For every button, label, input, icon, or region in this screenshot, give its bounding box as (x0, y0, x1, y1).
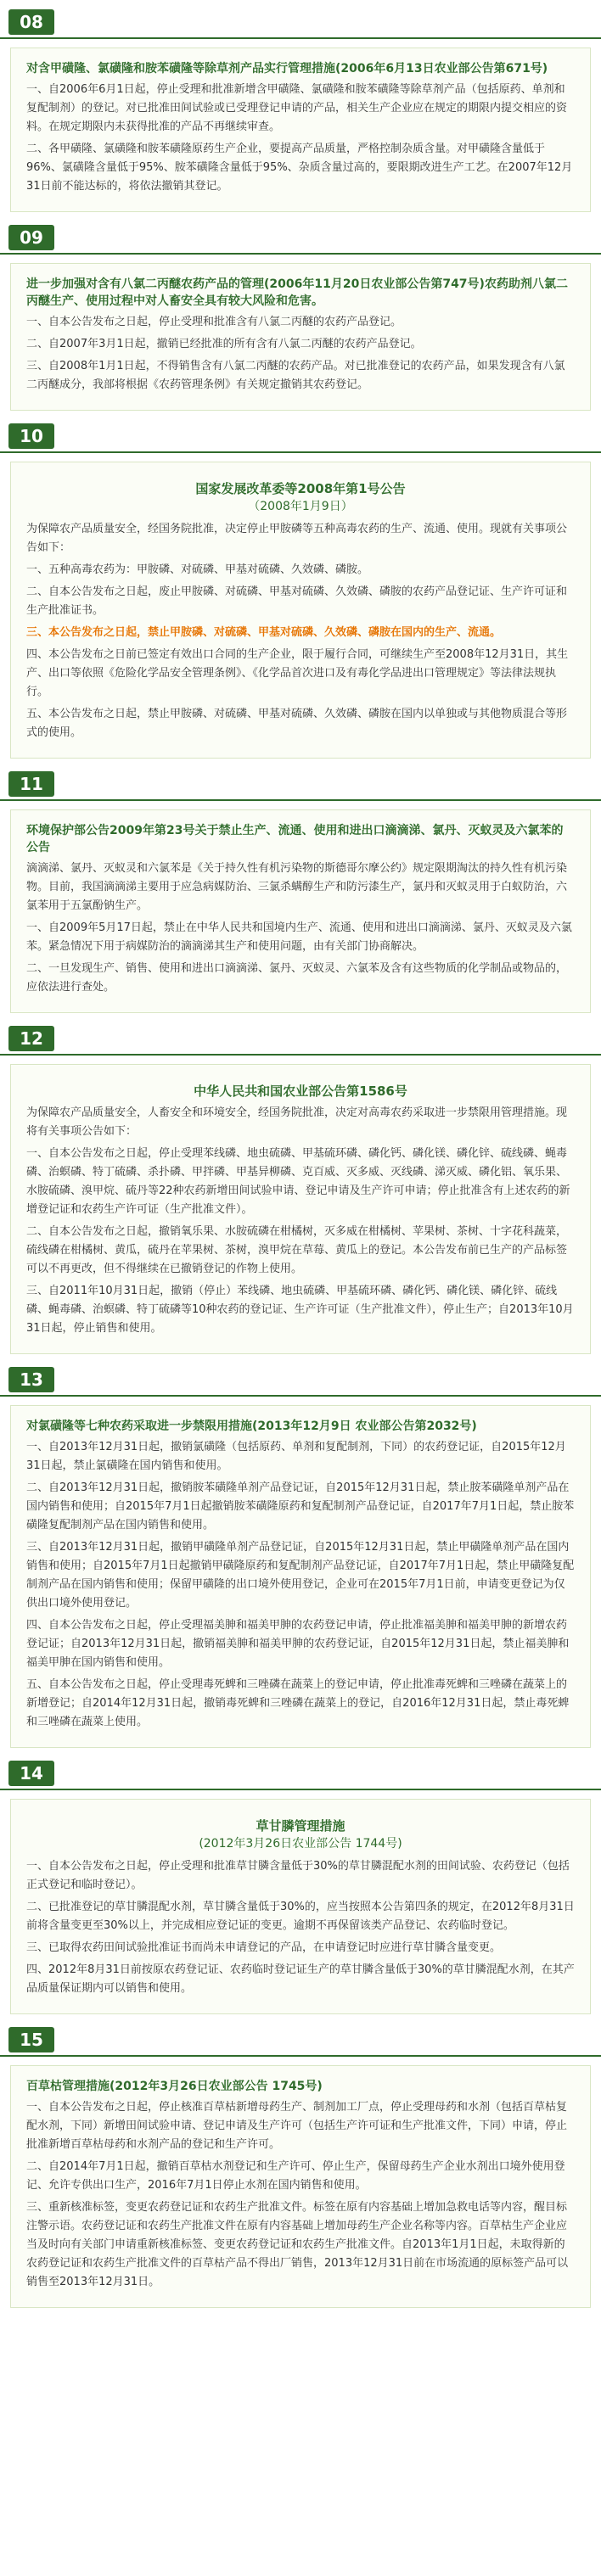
section-card (10, 48, 591, 212)
section-number: 08 (8, 9, 54, 35)
paragraph: 二、自本公告发布之日起，废止甲胺磷、对硫磷、甲基对硫磷、久效磷、磷胺的农药产品登记证、生产许可证和生产批准证书。 (26, 585, 568, 617)
paragraph: 四、自本公告发布之日起，停止受理福美胂和福美甲胂的农药登记申请，停止批准福美胂和福美甲胂的新增农药登记证；自2013年12月31日起，撤销福美胂和福美甲胂的农药登记证，自2015年12月31日起，禁止福美胂和福美甲胂在国内销售和使用。 (26, 1619, 570, 1669)
section-title: 进一步加强对含有八氯二丙醚农药产品的管理(2006年11月20日农业部公告第747号)农药助剂八氯二丙醚生产、使用过程中对人畜安全具有较大风险和危害。 (26, 277, 568, 308)
paragraph: 一、自2009年5月17日起，禁止在中华人民共和国境内生产、流通、使用和进出口滴滴涕、氯丹、灭蚁灵及六氯苯。紧急情况下用于病媒防治的滴滴涕其生产和使用问题，由有关部门协商解决。 (26, 921, 572, 953)
paragraph: 三、自2008年1月1日起，不得销售含有八氯二丙醚的农药产品。对已批准登记的农药产品，如果发现含有八氯二丙醚成分，我部将根据《农药管理条例》有关规定撤销其农药登记。 (26, 360, 565, 391)
section-header (0, 1364, 601, 1397)
section-title: 百草枯管理措施(2012年3月26日农业部公告 1745号) (26, 2080, 323, 2093)
section-card (10, 462, 591, 759)
section-number: 15 (8, 2027, 54, 2052)
section-number: 12 (8, 1026, 54, 1051)
section-header (0, 769, 601, 801)
section-card (10, 809, 591, 1013)
paragraph: 五、自本公告发布之日起，停止受理毒死蜱和三唑磷在蔬菜上的登记申请，停止批准毒死蜱和三唑磷在蔬菜上的新增登记；自2014年12月31日起，撤销毒死蜱和三唑磷在蔬菜上的登记，自2016年12月31日起，禁止毒死蜱和三唑磷在蔬菜上使用。 (26, 1678, 570, 1728)
section-title: 草甘膦管理措施 (256, 1818, 345, 1834)
section-header (0, 7, 601, 39)
section-title: 对氯磺隆等七种农药采取进一步禁限用措施(2013年12月9日 农业部公告第2032号) (26, 1420, 477, 1433)
paragraph: 一、自2006年6月1日起，停止受理和批准新增含甲磺隆、氯磺隆和胺苯磺隆等除草剂产品（包括原药、单剂和复配制剂）的登记。对已批准田间试验或已受理登记申请的产品，相关生产企业应在规定的期限内提交相应的资料。在规定期限内未获得批准的产品不再继续审查。 (26, 83, 568, 133)
paragraph: 五、本公告发布之日起，禁止甲胺磷、对硫磷、甲基对硫磷、久效磷、磷胺在国内以单独或与其他物质混合等形式的使用。 (26, 708, 568, 739)
section-number: 11 (8, 771, 54, 797)
paragraph: 四、2012年8月31日前按原农药登记证、农药临时登记证生产的草甘膦含量低于30%的草甘膦混配水剂，在其产品质量保证期内可以销售和使用。 (26, 1963, 575, 1995)
paragraph: 一、自本公告发布之日起，停止受理苯线磷、地虫硫磷、甲基硫环磷、磷化钙、磷化镁、磷化锌、硫线磷、蝇毒磷、治螟磷、特丁硫磷、杀扑磷、甲拌磷、甲基异柳磷、克百威、灭多威、灭线磷、涕灭威、磷化铝、氧乐果、水胺硫磷、溴甲烷、硫丹等22种农药新增田间试验申请、登记申请及生产许可申请；停止批准含有上述农药的新增登记证和农药生产许可证（生产批准文件）。 (26, 1147, 570, 1216)
paragraph: 二、自本公告发布之日起，撤销氧乐果、水胺硫磷在柑橘树，灭多威在柑橘树、苹果树、茶树、十字花科蔬菜，硫线磷在柑橘树、黄瓜，硫丹在苹果树、茶树，溴甲烷在草莓、黄瓜上的登记。本公告发布前已生产的产品标签可以不再更改，但不得继续在已撤销登记的作物上使用。 (26, 1225, 568, 1275)
section-subtitle: (2012年3月26日农业部公告 1744号) (199, 1837, 402, 1851)
paragraph: 二、已批准登记的草甘膦混配水剂，草甘膦含量低于30%的，应当按照本公告第四条的规定，在2012年8月31日前将含量变更至30%以上，并完成相应登记证的变更。逾期不再保留该类产品登记、农药临时登记。 (26, 1901, 575, 1932)
section-title: 对含甲磺隆、氯磺隆和胺苯磺隆等除草剂产品实行管理措施(2006年6月13日农业部公告第671号) (26, 62, 548, 76)
section-number: 10 (8, 423, 54, 449)
paragraph: 二、自2014年7月1日起，撤销百草枯水剂登记和生产许可、停止生产，保留母药生产企业水剂出口境外使用登记、允许专供出口生产，2016年7月1日停止水剂在国内销售和使用。 (26, 2160, 565, 2192)
paragraph: 一、自本公告发布之日起，停止受理和批准草甘膦含量低于30%的草甘膦混配水剂的田间试验、农药登记（包括正式登记和临时登记）。 (26, 1860, 570, 1891)
section-number: 09 (8, 225, 54, 250)
paragraph: 二、自2013年12月31日起，撤销胺苯磺隆单剂产品登记证，自2015年12月31日起，禁止胺苯磺隆单剂产品在国内销售和使用；自2015年7月1日起撤销胺苯磺隆原药和复配制剂产品登记证，自2017年7月1日起，禁止胺苯磺隆复配制剂产品在国内销售和使用。 (26, 1481, 575, 1532)
section-header (0, 421, 601, 453)
paragraph: 一、自2013年12月31日起，撤销氯磺隆（包括原药、单剂和复配制剂，下同）的农药登记证，自2015年12月31日起，禁止氯磺隆在国内销售和使用。 (26, 1441, 566, 1472)
paragraph: 二、一旦发现生产、销售、使用和进出口滴滴涕、氯丹、灭蚁灵、六氯苯及含有这些物质的化学制品或物品的，应依法进行查处。 (26, 962, 568, 994)
section-header (0, 2024, 601, 2057)
section-title: 环境保护部公告2009年第23号关于禁止生产、流通、使用和进出口滴滴涕、氯丹、灭蚁灵及六氯苯的公告 (26, 824, 564, 854)
section-header (0, 222, 601, 255)
paragraph: 一、五种高毒农药为：甲胺磷、对硫磷、甲基对硫磷、久效磷、磷胺。 (26, 563, 369, 576)
section-card (10, 1064, 591, 1354)
paragraph: 一、自本公告发布之日起，停止受理和批准含有八氯二丙醚的农药产品登记。 (26, 316, 402, 328)
section-title: 中华人民共和国农业部公告第1586号 (194, 1084, 407, 1099)
paragraph: 三、自2011年10月31日起，撤销（停止）苯线磷、地虫硫磷、甲基硫环磷、磷化钙、磷化镁、磷化锌、硫线磷、蝇毒磷、治螟磷、特丁硫磷等10种农药的登记证、生产许可证（生产批准文件），停止生产；自2013年10月31日起，停止销售和使用。 (26, 1285, 574, 1335)
paragraph: 三、重新核准标签，变更农药登记证和农药生产批准文件。标签在原有内容基础上增加急救电话等内容，醒目标注警示语。农药登记证和农药生产批准文件在原有内容基础上增加母药生产企业名称等内容。百草枯生产企业应当及时向有关部门申请重新核准标签、变更农药登记证和农药生产批准文件。自2013年1月1日起，未取得新的农药登记证和农药生产批准文件的百草枯产品不得出厂销售，2013年12月31日前在市场流通的原标签产品可以销售至2013年12月31日。 (26, 2201, 569, 2288)
paragraph: 二、自2007年3月1日起，撤销已经批准的所有含有八氯二丙醚的农药产品登记。 (26, 338, 422, 350)
section-card (10, 1405, 591, 1748)
section-card (10, 263, 591, 411)
paragraph: 三、自2013年12月31日起，撤销甲磺隆单剂产品登记证，自2015年12月31日起，禁止甲磺隆单剂产品在国内销售和使用；自2015年7月1日起撤销甲磺隆原药和复配制剂产品登记证，自2017年7月1日起，禁止甲磺隆复配制剂产品在国内销售和使用；保留甲磺隆的出口境外使用登记，企业可在2015年7月1日前，申请变更登记为仅供出口境外使用登记。 (26, 1541, 575, 1610)
section-header (0, 1023, 601, 1056)
paragraph: 为保障农产品质量安全，人畜安全和环境安全，经国务院批准，决定对高毒农药采取进一步禁限用管理措施。现将有关事项公告如下： (26, 1106, 568, 1138)
section-number: 14 (8, 1761, 54, 1786)
section-header (0, 1758, 601, 1790)
section-subtitle: （2008年1月9日） (248, 500, 353, 513)
paragraph: 四、本公告发布之日前已签定有效出口合同的生产企业，限于履行合同，可继续生产至2008年12月31日，其生产、出口等依照《危险化学品安全管理条例》、《化学品首次进口及有毒化学品进出口管理规定》等法律法规执行。 (26, 648, 569, 698)
section-number: 13 (8, 1367, 54, 1392)
paragraph: 二、各甲磺隆、氯磺隆和胺苯磺隆原药生产企业，要提高产品质量，严格控制杂质含量。对甲磺隆含量低于96%、氯磺隆含量低于95%、胺苯磺隆含量低于95%、杂质含量过高的，要限期改进生产工艺。在2007年12月31日前不能达标的，将依法撤销其登记。 (26, 143, 573, 193)
paragraph: 滴滴涕、氯丹、灭蚁灵和六氯苯是《关于持久性有机污染物的斯德哥尔摩公约》规定限期淘汰的持久性有机污染物。目前，我国滴滴涕主要用于应急病媒防治、三氯杀螨醇生产和防污漆生产，氯丹和灭蚁灵用于白蚁防治，六氯苯用于五氯酚钠生产。 (26, 862, 568, 912)
paragraph: 三、已取得农药田间试验批准证书而尚未申请登记的产品，在申请登记时应进行草甘膦含量变更。 (26, 1941, 502, 1954)
paragraph-highlight: 三、本公告发布之日起，禁止甲胺磷、对硫磷、甲基对硫磷、久效磷、磷胺在国内的生产、流通。 (26, 626, 502, 639)
paragraph: 为保障农产品质量安全，经国务院批准，决定停止甲胺磷等五种高毒农药的生产、流通、使用。现就有关事项公告如下： (26, 523, 568, 554)
section-card (10, 1799, 591, 2014)
paragraph: 一、自本公告发布之日起，停止核准百草枯新增母药生产、制剂加工厂点，停止受理母药和水剂（包括百草枯复配水剂，下同）新增田间试验申请、登记申请及生产许可（包括生产许可证和生产批准文件，下同）申请，停止批准新增百草枯母药和水剂产品的登记和生产许可。 (26, 2101, 568, 2151)
section-card (10, 2065, 591, 2308)
section-title: 国家发展改革委等2008年第1号公告 (195, 481, 406, 496)
page (0, 7, 601, 2576)
